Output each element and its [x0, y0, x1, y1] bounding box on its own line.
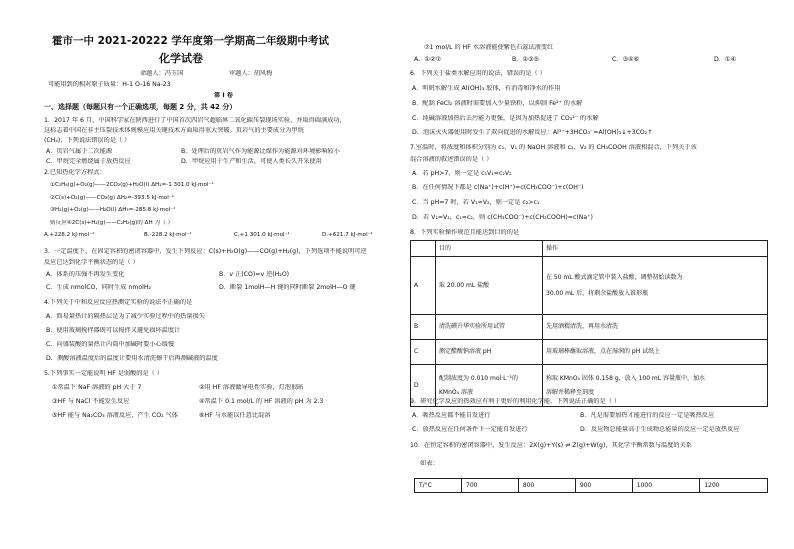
q5-option-a: A．①②⑦ [414, 56, 442, 63]
row-operation-line: 溶解并稀释至刻度 [546, 388, 595, 396]
q5-item3: ③HF 与 NaCl 不能发生反应 [52, 398, 130, 405]
q10-line2: 如表： [420, 460, 439, 467]
q2-eq2: ②C(s)+O₂(g)——CO₂(g) ΔH₂=-393.5 kJ·mol⁻¹ [50, 195, 174, 201]
table-row [411, 315, 768, 340]
table-row [415, 479, 768, 493]
q7-line1: 7.室温时，将浓度和体积分别为 c₁、V₁ 的 NaOH 溶液和 c₂、V₂ 的 CH₃COOH 溶液相混合，下列关于该 [410, 144, 697, 151]
table-header-row [411, 241, 768, 257]
table-cell: 900 [575, 479, 632, 493]
q2-option-d: D.+621.7 kJ·mol⁻¹ [322, 232, 373, 238]
table-cell: 1000 [632, 479, 700, 493]
q4-option-a: A．简易量热计的隔热层是为了减少实验过程中的热量损失 [46, 313, 205, 320]
row-operation-line: 30.00 mL 后，将剩余盐酸放入锥形瓶 [546, 290, 649, 297]
table-cell: 1200 [700, 479, 768, 493]
q9-option-a: A．吸热反应都不能自发进行 [412, 412, 491, 419]
table-header-cell: 操作 [543, 241, 768, 257]
row-operation [543, 257, 768, 315]
table-header-cell [411, 241, 436, 257]
q2-eq3: ③H₂(g)+O₂(g)——H₂O(l) ΔH₃=-285.8 kJ·mol⁻¹ [50, 207, 176, 213]
q4-option-b: B．使用玻璃搅拌器既可以搅拌又避免损坏温度计 [46, 327, 181, 334]
exam-title: 霍市一中 2021-20222 学年度第一学期高二年级期中考试 [52, 35, 329, 47]
q9-option-c: C．放热反应在任何条件下一定能自发进行 [412, 426, 528, 433]
q2-eq1: ①C₂H₆(g)+O₂(g)——2CO₂(g)+H₂O(l) ΔH₁=-1 301.0 kJ·mol⁻¹ [50, 182, 214, 188]
atomic-mass-line: 可能用到的相对原子质量：H-1 O-16 Na-23 [48, 81, 171, 88]
q9-option-b: B．凡是需要加热才能进行的反应一定是吸热反应 [580, 412, 715, 419]
q5-item2: ②用 HF 溶液做导电性实验，灯泡很暗 [199, 384, 304, 391]
q5-item5: ⑤HF 能与 Na₂CO₃ 溶液反应，产生 CO₂ 气体 [52, 412, 178, 419]
row-purpose-line: KMnO₄ 溶液 [439, 388, 473, 396]
row-operation-line: 在 50 mL 酸式滴定管中装入盐酸，调整初始读数为 [546, 273, 683, 281]
q5-line1: 5.下列事实一定能说明 HF 是弱酸的是（ ） [44, 370, 164, 377]
proposer: 命题人：冯玉国 [140, 70, 184, 77]
q2-option-b: B.-228.2 kJ·mol⁻¹ [144, 232, 192, 238]
row-label: D [411, 365, 436, 407]
q3-option-b: B．v 正(CO)=v 逆(H₂O) [219, 271, 290, 278]
q3-line2: 反应已达到化学平衡状态的是（ ） [44, 259, 139, 266]
section-heading: 第 I 卷 [214, 92, 233, 99]
q2-option-a: A.+228.2 kJ·mol⁻¹ [44, 232, 95, 238]
q4-line1: 4.下列关于中和反应反应热测定实验的说法不正确的是 [44, 299, 193, 306]
temperature-table [414, 478, 768, 493]
q7-option-d: D．若 V₁=V₂，c₁=c₂，则 c(CH₃COO⁻)+c(CH₃COOH)=c(Na⁺) [412, 214, 593, 221]
table-cell: T/°C [415, 479, 462, 493]
table-row [411, 257, 768, 315]
q6-option-c: C．纯碱溶液加热后去污能力更强，是因为加热促进了 CO₃²⁻ 的水解 [412, 115, 599, 122]
q6-option-a: A．明矾水解生成 Al(OH)₃ 胶体，有消毒和净水的作用 [412, 85, 561, 92]
q2-line1: 2.已知热化学方程式： [44, 169, 106, 176]
q10-line1: 10．在恒定容积的密闭容器中，发生反应：2X(g)+Y(s) ⇌ Z(g)+W(g)，其化学平衡常数与温度的关系 [410, 442, 692, 449]
row-label: A [411, 257, 436, 315]
experiment-table [410, 240, 768, 407]
q3-line1: 3．一定温度下，在固定容积的密闭容器中，发生下列反应：C(s)+H₂O(g)——CO(g)+H₂(g)，下列选项不能说明可逆 [44, 248, 367, 255]
table-cell: 800 [518, 479, 575, 493]
section1-title: 一、选择题（每题只有一个正确选项，每题 2 分，共 42 分） [44, 103, 237, 111]
reviewer: 审题人：胡风梅 [229, 70, 273, 77]
q7-option-c: C．当 pH=7 时，若 V₁=V₂，则一定是 c₂>c₁ [412, 199, 540, 206]
q1-option-c: C．甲烷完全燃烧属于放热反应 [46, 158, 131, 165]
row-operation: 用玻璃棒蘸取溶液，点在湿润的 pH 试纸上 [543, 340, 768, 365]
q5-item4: ④常温下 0.1 mol/L 的 HF 溶液的 pH 为 2.3 [199, 398, 324, 405]
q5-option-d: D．①④ [714, 56, 737, 63]
q3-option-a: A．体系的压强不再发生变化 [46, 271, 125, 278]
row-purpose: 测定醋酸钠溶液 pH [436, 340, 543, 365]
q2-eq4: 则反应④2C(s)+H₂(g)——C₂H₂(g)的 ΔH 为（ ） [50, 220, 174, 226]
subject-title: 化学试卷 [159, 52, 203, 65]
q1-option-b: B．处理后的页岩气作为能源比煤作为能源对环境影响较小 [181, 148, 340, 155]
q2-option-c: C.+1 301.0 kJ·mol⁻¹ [234, 232, 290, 238]
q5-item7: ⑦1 mol/L 的 HF 水溶液能使紫色石蕊试液变红 [424, 44, 554, 51]
row-operation: 先用酒精清洗，再用水清洗 [543, 315, 768, 340]
q1-line3: (CH₄)，下列说法错误的是（ ） [44, 137, 131, 144]
q5-option-c: C．③④⑥ [612, 56, 640, 63]
q1-line2: 这标志着中国在非主压裂技术体规模应用关键技术方面取得重大突破。页岩气的主要成分为甲烷 [44, 127, 304, 134]
q4-option-c: C．向盛装酸的量热计内筒中加碱时要小心缓慢 [46, 341, 175, 348]
q5-item6: ⑥HF 与水能以任意比混溶 [199, 412, 271, 419]
q4-option-d: D．测酸溶液温度后的温度计要用水清洗擦干后再测碱液的温度 [46, 355, 218, 362]
table-cell: 700 [462, 479, 519, 493]
q1-option-a: A．页岩气属于二次能源 [46, 148, 113, 155]
q8-line1: 8．下列实验操作规范且能达到目的的是 [410, 229, 520, 236]
q6-option-d: D．泡沫灭火器使用时发生了双向促进的水解反应：Al³⁺+3HCO₃⁻=Al(OH)₃↓+3CO₂↑ [412, 129, 653, 136]
row-label: B [411, 315, 436, 340]
table-header-cell: 目的 [436, 241, 543, 257]
q5-item1: ①常温下 NaF 溶液的 pH 大于 7 [52, 384, 142, 391]
q1-option-d: D．甲烷应用于生产和生活，可使人类长久开采使用 [181, 158, 322, 165]
q5-option-b: B．②③⑤ [512, 56, 540, 63]
row-label: C [411, 340, 436, 365]
q6-line1: 6．下列关于盐类水解应用的说法，错误的是（ ） [410, 70, 546, 77]
row-purpose: 取 20.00 mL 盐酸 [436, 257, 543, 315]
q1-line1: 1．2017 年 6 月，中国科学家在陕西进行了中国首次四岩气超临界二氧化碳压裂现场实验，并取得圆满成功， [44, 117, 346, 124]
row-purpose: 清洗碘升华实验所用试管 [436, 315, 543, 340]
q7-line2: 混合溶液的叙述错误的是（ ） [410, 156, 493, 163]
q3-option-c: C．生成 nmolCO，同时生成 nmolH₂ [46, 284, 151, 291]
table-row [411, 340, 768, 365]
row-purpose-line: 配制浓度为 0.010 mol·L⁻¹的 [439, 375, 518, 382]
q3-option-d: D．断裂 1molH—H 键的同时断裂 2molH—O 键 [219, 284, 356, 291]
q7-option-b: B．在任何情况下都是 c(Na⁺)+c(H⁺)=c(CH₃COO⁻)+c(OH⁻) [412, 184, 584, 191]
row-operation-line: 称取 KMnO₄ 固体 0.158 g，放入 100 mL 容量瓶中，加水 [546, 375, 706, 382]
q7-option-a: A．若 pH>7，则一定是 c₁V₁=c₂V₂ [412, 170, 512, 177]
q9-option-d: D．反应物总能量高于生成物总能量的反应一定是放热反应 [580, 426, 740, 433]
q9-line1: 9．研究化学反应的热效应有利于更好的利用化学能。下列说法正确的是（ ） [410, 398, 621, 405]
q6-option-b: B．配制 FeCl₂ 溶液时需要加入少量铁粉，以抑制 Fe²⁺ 的水解 [412, 100, 583, 107]
